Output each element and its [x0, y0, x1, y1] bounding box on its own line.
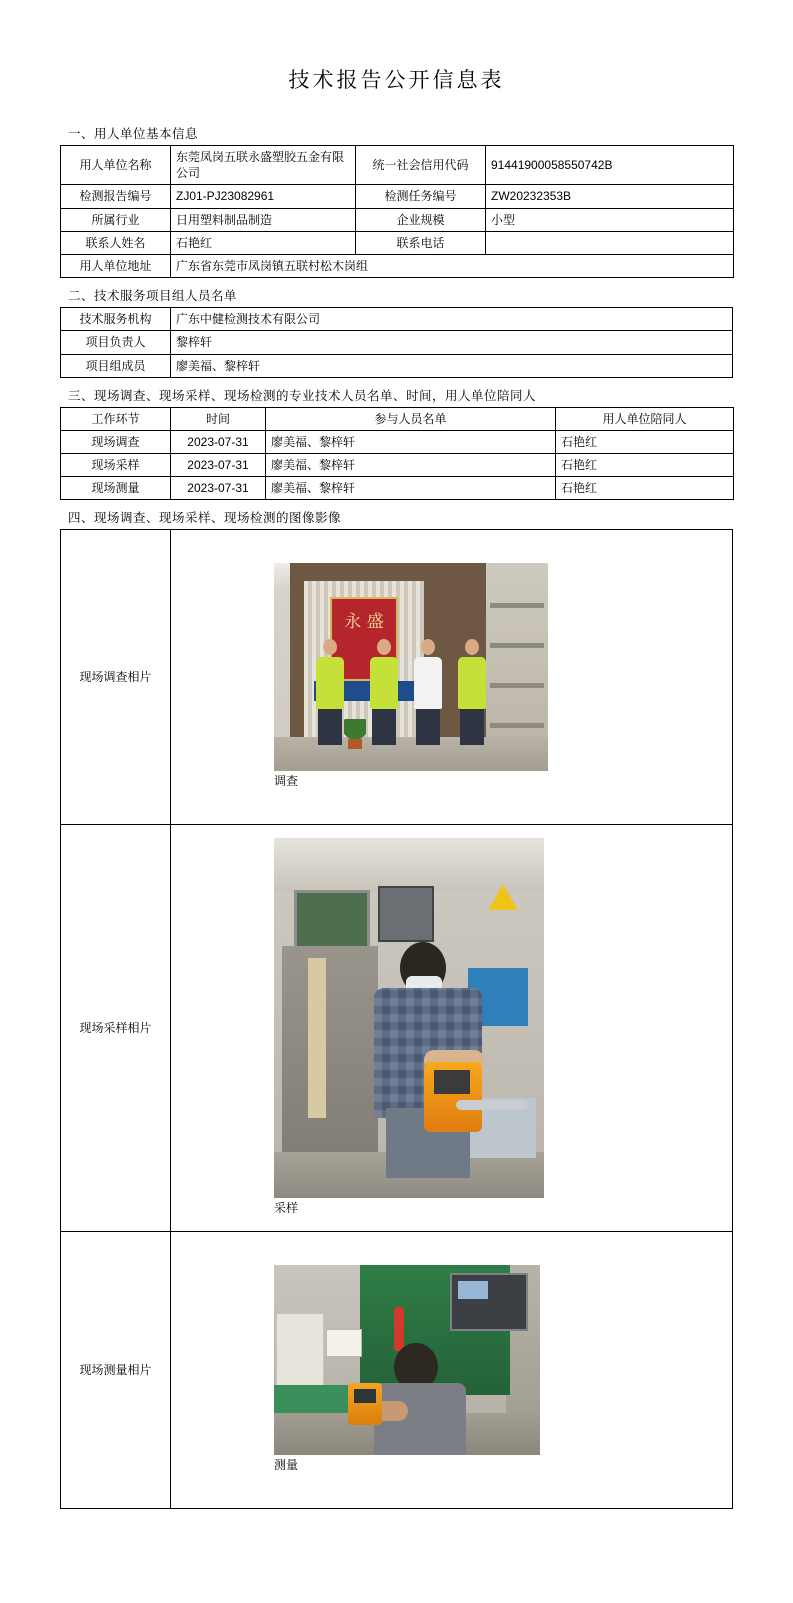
project-members-value: 廖美福、黎梓轩 — [171, 354, 733, 377]
measurement-photo-label: 现场测量相片 — [61, 1232, 171, 1509]
project-members-label: 项目组成员 — [61, 354, 171, 377]
task-no-label: 检测任务编号 — [356, 185, 486, 208]
cell-stage: 现场调查 — [61, 430, 171, 453]
scale-label: 企业规模 — [356, 208, 486, 231]
cell-participants: 廖美福、黎梓轩 — [266, 454, 556, 477]
project-leader-label: 项目负责人 — [61, 331, 171, 354]
cell-stage: 现场采样 — [61, 454, 171, 477]
contact-name-value: 石艳红 — [171, 231, 356, 254]
table-row — [61, 1232, 733, 1509]
table-row — [61, 430, 734, 453]
credit-code-label: 统一社会信用代码 — [356, 146, 486, 185]
section-4-heading: 四、现场调查、现场采样、现场检测的图像影像 — [68, 511, 342, 526]
section-1-heading: 一、用人单位基本信息 — [68, 127, 199, 141]
contact-name-label: 联系人姓名 — [61, 231, 171, 254]
address-value: 广东省东莞市凤岗镇五联村松木岗组 — [171, 254, 734, 277]
credit-code-value: 91441900058550742B — [486, 146, 734, 185]
column-header-date: 时间 — [171, 407, 266, 430]
sampling-photo-label: 现场采样相片 — [61, 825, 171, 1232]
site-survey-photo — [274, 563, 548, 771]
site-measurement-photo — [274, 1265, 540, 1455]
sampling-photo-caption: 采样 — [274, 1201, 299, 1216]
industry-value: 日用塑料制品制造 — [171, 208, 356, 231]
address-label: 用人单位地址 — [61, 254, 171, 277]
table-row — [61, 254, 734, 277]
cell-escort: 石艳红 — [556, 430, 734, 453]
cell-stage: 现场测量 — [61, 477, 171, 500]
employer-info-table — [60, 145, 734, 278]
service-org-label: 技术服务机构 — [61, 308, 171, 331]
table-row — [61, 331, 733, 354]
measurement-photo-cell — [171, 1232, 733, 1509]
employer-name-value: 东莞凤岗五联永盛塑胶五金有限公司 — [171, 146, 356, 185]
task-no-value: ZW20232353B — [486, 185, 734, 208]
report-no-value: ZJ01-PJ23082961 — [171, 185, 356, 208]
table-row — [61, 308, 733, 331]
field-photos-table — [60, 529, 733, 1509]
table-row — [61, 185, 734, 208]
measurement-photo-caption: 测量 — [274, 1458, 299, 1473]
cell-escort: 石艳红 — [556, 454, 734, 477]
survey-photo-wrap — [176, 559, 727, 773]
fieldwork-schedule-table — [60, 407, 734, 501]
table-row — [61, 146, 734, 185]
table-row — [61, 825, 733, 1232]
sampling-photo-cell — [171, 825, 733, 1232]
section-3-heading: 三、现场调查、现场采样、现场检测的专业技术人员名单、时间，用人单位陪同人 — [68, 388, 537, 403]
table-row — [61, 530, 733, 825]
survey-photo-caption: 调查 — [274, 774, 299, 789]
cell-participants: 廖美福、黎梓轩 — [266, 477, 556, 500]
industry-label: 所属行业 — [61, 208, 171, 231]
table-row — [61, 354, 733, 377]
cell-participants: 廖美福、黎梓轩 — [266, 430, 556, 453]
survey-photo-label: 现场调查相片 — [61, 530, 171, 825]
contact-phone-value — [486, 231, 734, 254]
page-title: 技术报告公开信息表 — [288, 69, 505, 92]
project-team-table — [60, 307, 733, 378]
cell-date: 2023-07-31 — [171, 477, 266, 500]
survey-photo-cell — [171, 530, 733, 825]
site-sampling-photo — [274, 838, 544, 1198]
project-leader-value: 黎梓轩 — [171, 331, 733, 354]
contact-phone-label: 联系电话 — [356, 231, 486, 254]
measurement-photo-wrap — [176, 1261, 727, 1457]
column-header-escort: 用人单位陪同人 — [556, 407, 734, 430]
column-header-participants: 参与人员名单 — [266, 407, 556, 430]
scale-value: 小型 — [486, 208, 734, 231]
employer-name-label: 用人单位名称 — [61, 146, 171, 185]
section-2-heading: 二、技术服务项目组人员名单 — [68, 289, 238, 304]
table-row — [61, 454, 734, 477]
sampling-photo-wrap — [176, 834, 727, 1200]
table-row — [61, 231, 734, 254]
service-org-value: 广东中健检测技术有限公司 — [171, 308, 733, 331]
cell-date: 2023-07-31 — [171, 430, 266, 453]
cell-escort: 石艳红 — [556, 477, 734, 500]
cell-date: 2023-07-31 — [171, 454, 266, 477]
report-no-label: 检测报告编号 — [61, 185, 171, 208]
table-row — [61, 477, 734, 500]
table-row — [61, 208, 734, 231]
table-header-row — [61, 407, 734, 430]
column-header-stage: 工作环节 — [61, 407, 171, 430]
